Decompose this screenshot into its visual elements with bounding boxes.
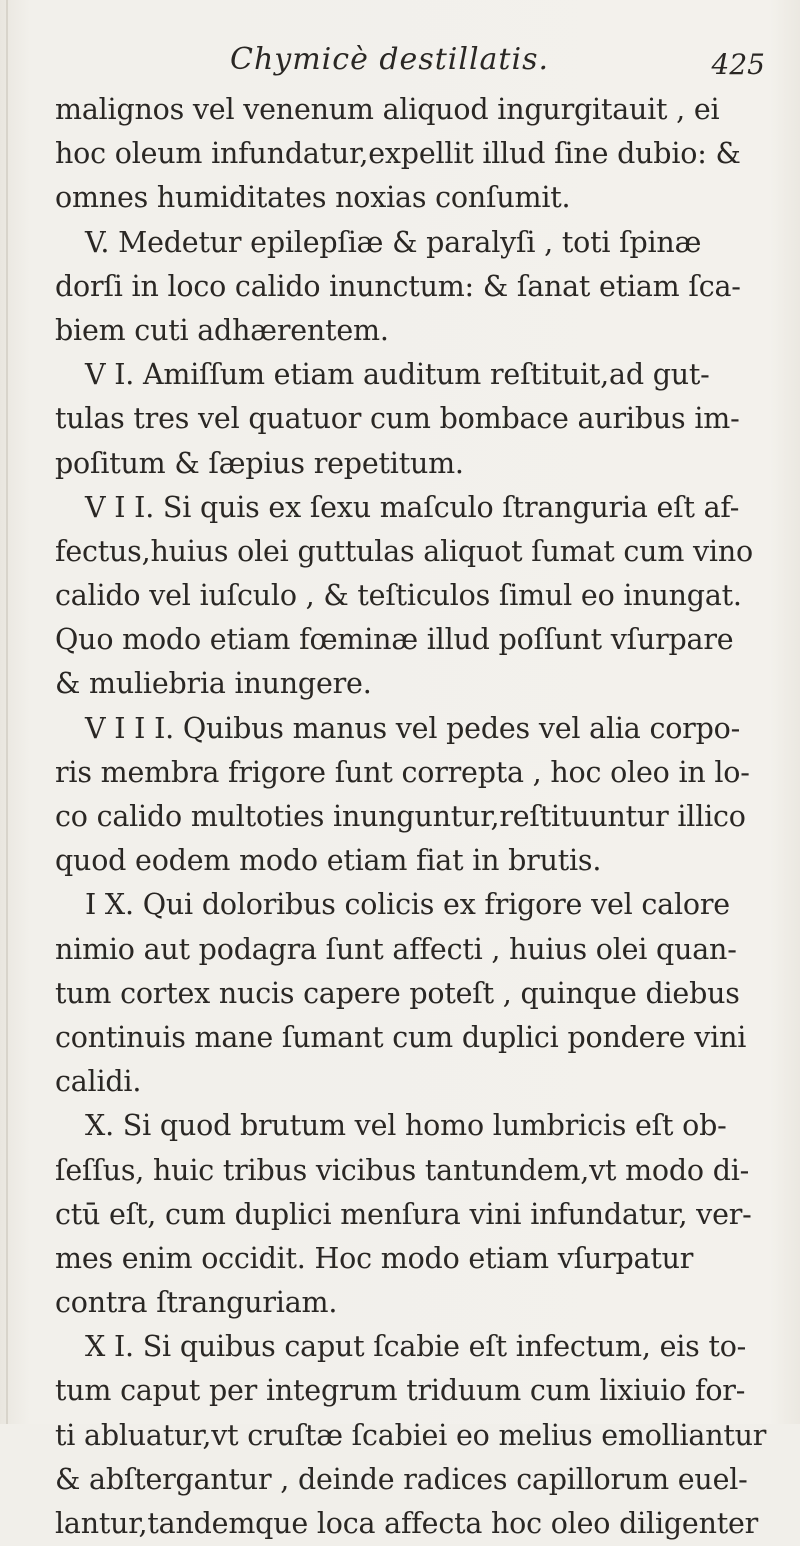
text-line: I X. Qui doloribus colicis ex frigore vel calore xyxy=(85,888,730,922)
text-line: tulas tres vel quatuor cum bombace auribus im- xyxy=(55,402,740,436)
text-line: co calido multoties inunguntur,reſtituuntur illico xyxy=(55,800,746,833)
page-gutter xyxy=(6,0,8,1424)
text-line: tum cortex nucis capere poteſt , quinque diebus xyxy=(55,976,740,1010)
text-line: X I. Si quibus caput ſcabie eſt infectum, eis to- xyxy=(85,1330,747,1364)
text-line: V I I I. Quibus manus vel pedes vel alia corpo- xyxy=(85,711,741,745)
text-line: quod eodem modo etiam fiat in brutis. xyxy=(55,844,602,878)
page-header xyxy=(55,42,775,92)
text-line: nimio aut podagra ſunt affecti , huius olei quan- xyxy=(55,932,737,966)
running-title: Chymicè destillatis. xyxy=(230,42,550,77)
text-line: ti abluatur,vt cruſtæ ſcabiei eo melius emolliantur xyxy=(55,1418,767,1452)
text-line: V I. Amiſſum etiam auditum reſtituit,ad gut- xyxy=(85,358,710,392)
text-line: calidi. xyxy=(55,1065,142,1099)
text-line: calido vel iuſculo , & teſticulos ſimul eo inungat. xyxy=(55,579,742,613)
text-line: poſitum & ſæpius repetitum. xyxy=(55,446,464,480)
text-line: tum caput per integrum triduum cum lixiuio for- xyxy=(55,1374,746,1408)
text-line: ſeſſus, huic tribus vicibus tantundem,vt modo di- xyxy=(55,1153,750,1187)
text-line: dorſi in loco calido inunctum: & ſanat etiam ſca- xyxy=(55,269,741,303)
text-line: lantur,tandemque loca affecta hoc oleo diligenter xyxy=(55,1507,759,1540)
body-text xyxy=(55,88,775,1546)
text-line: biem cuti adhærentem. xyxy=(55,313,389,347)
text-line: Quo modo etiam fœminæ illud poſſunt vſurpare xyxy=(55,623,734,657)
text-line: V I I. Si quis ex ſexu maſculo ſtranguria eſt af- xyxy=(85,490,740,524)
text-line: ctū eſt, cum duplici menſura vini infundatur, ver- xyxy=(55,1197,752,1231)
text-line: & muliebria inungere. xyxy=(55,667,372,701)
page-number: 425 xyxy=(711,48,765,81)
text-line: contra ſtranguriam. xyxy=(55,1286,338,1320)
text-line: mes enim occidit. Hoc modo etiam vſurpatur xyxy=(55,1241,694,1275)
text-line: hoc oleum infundatur,expellit illud ſine dubio: & xyxy=(55,137,741,171)
text-line: V. Medetur epilepſiæ & paralyſi , toti ſpinæ xyxy=(85,225,702,259)
text-line: fectus,huius olei guttulas aliquot ſumat cum vino xyxy=(55,534,753,568)
text-line: ris membra frigore ſunt correpta , hoc oleo in lo- xyxy=(55,755,750,789)
text-line: & abſtergantur , deinde radices capillorum euel- xyxy=(55,1462,748,1496)
text-line: omnes humiditates noxias conſumit. xyxy=(55,181,571,215)
text-line: malignos vel venenum aliquod ingurgitauit , ei xyxy=(55,93,720,126)
text-line: X. Si quod brutum vel homo lumbricis eſt ob- xyxy=(85,1109,727,1143)
text-line: continuis mane ſumant cum duplici pondere vini xyxy=(55,1020,747,1054)
